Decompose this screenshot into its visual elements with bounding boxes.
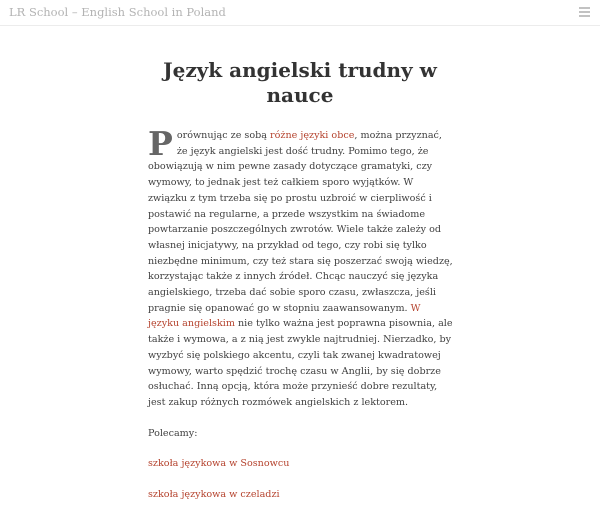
article-paragraph — [148, 124, 454, 411]
dropcap: P — [148, 124, 173, 163]
link-rozne-jezyki-obce[interactable]: różne języki obce — [270, 130, 355, 141]
recommend-label: Polecamy: — [148, 427, 198, 439]
site-title[interactable]: LR School – English School in Poland — [9, 5, 226, 19]
link-w-jezyku-angielskim[interactable]: W języku angielskim — [148, 302, 421, 330]
recommend-item — [148, 456, 454, 472]
link-szkola-sosnowiec[interactable]: szkoła językowa w Sosnowcu — [148, 458, 290, 470]
recommend-item — [148, 487, 454, 503]
article-content — [148, 124, 454, 518]
menu-bar — [579, 15, 590, 17]
paragraph-text: orównując ze sobą — [176, 130, 271, 141]
site-header — [0, 0, 600, 26]
hamburger-menu-icon[interactable] — [579, 7, 590, 17]
link-szkola-czeladz[interactable]: szkoła językowa w czeladzi — [148, 489, 280, 501]
paragraph-text: nie tylko ważna jest poprawna pisownia, ale także i wymowa, a z nią jest zwykle najtrudniej. Nierzadko, by wyzbyć się polskiego akcentu, czyli tak zwanej kwadratowej wymowy, warto spędzić trochę czasu w Anglii, by się dobrze osłuchać. Inną opcją, która może przynieść dobre rezultaty, jest zakup różnych rozmówek angielskich z lektorem. — [148, 318, 453, 408]
menu-bar — [579, 11, 590, 13]
menu-bar — [579, 7, 590, 9]
article-title: Język angielski trudny w nauce — [163, 58, 437, 107]
paragraph-text: , można przyznać, że język angielski jest dość trudny. Pomimo tego, że obowiązują w nim pewne zasady dotyczące gramatyki, czy wymowy, to jednak jest też całkiem sporo wyjątków. W związku z tym trzeba się po prostu uzbroić w cierpliwość i postawić na regularne, a przede wszystkim na świadome powtarzanie poszczególnych zwrotów. Wiele także zależy od własnej inicjatywy, na przykład od tego, czy robi się tylko niezbędne minimum, czy też stara się poszerzać swoją wiedzę, korzystając także z innych źródeł. Chcąc nauczyć się języka angielskiego, trzeba dać sobie sporo czasu, zwłaszcza, jeśli pragnie się opanować go w stopniu zaawansowanym. — [148, 130, 453, 314]
